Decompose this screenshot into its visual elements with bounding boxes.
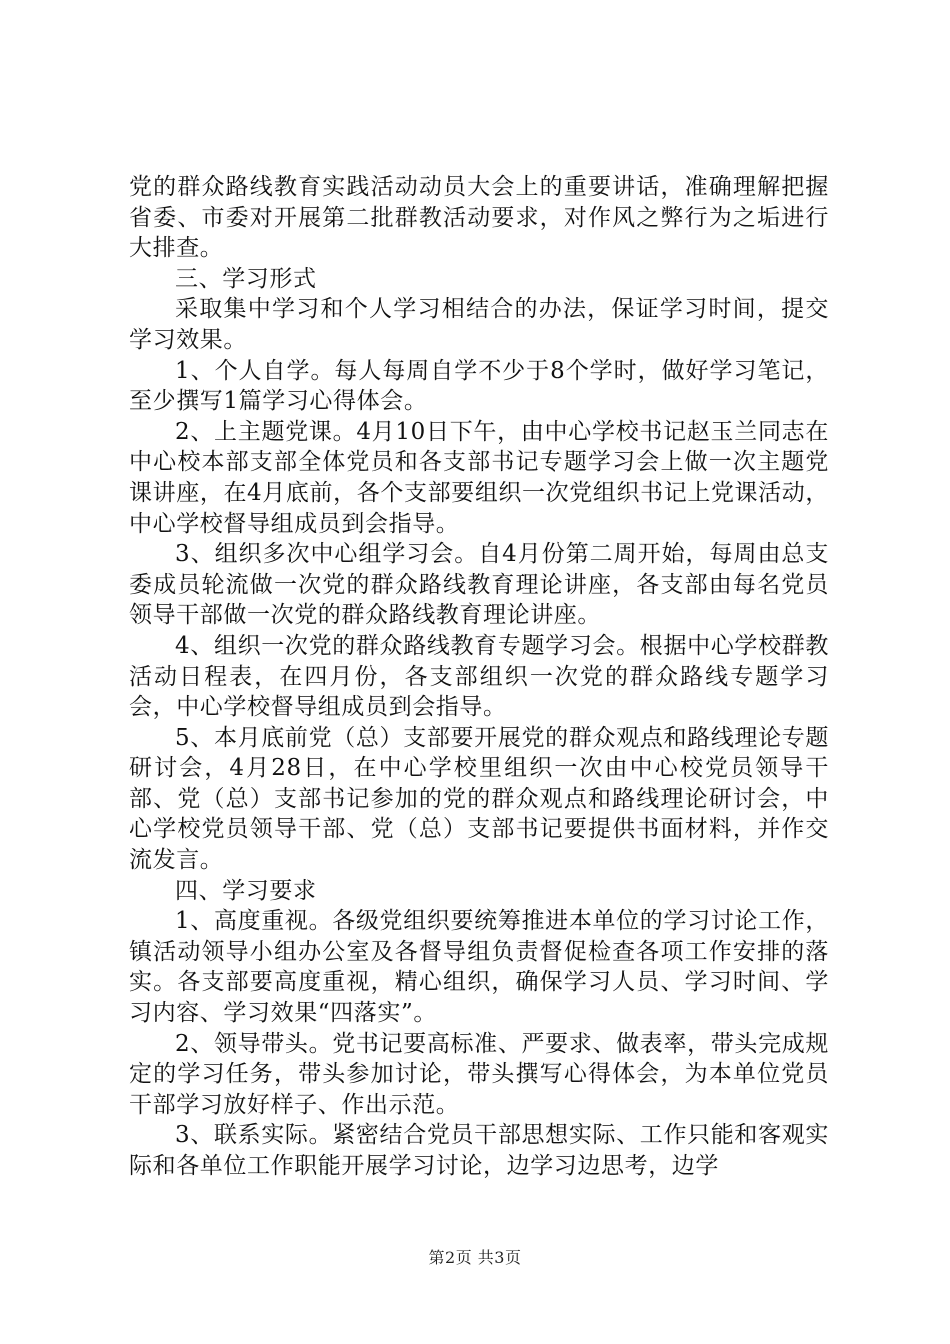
list-item: 1、个人自学。每人每周自学不少于8个学时，做好学习笔记，至少撰写1篇学习心得体会。 — [129, 357, 829, 415]
page-number-footer: 第2页 共3页 — [428, 1248, 522, 1267]
list-item: 4、组织一次党的群众路线教育专题学习会。根据中心学校群教活动日程表，在四月份，各支部组织一次党的群众路线专题学习会，中心学校督导组成员到会指导。 — [129, 632, 829, 721]
section-heading-learning-requirements: 四、学习要求 — [175, 877, 317, 904]
document-body — [129, 172, 829, 1182]
list-item: 3、联系实际。紧密结合党员干部思想实际、工作只能和客观实际和各单位工作职能开展学习讨论，边学习边思考，边学 — [129, 1122, 829, 1179]
paragraph-continuation: 党的群众路线教育实践活动动员大会上的重要讲话，准确理解把握省委、市委对开展第二批群教活动要求，对作风之弊行为之垢进行大排查。 — [129, 174, 829, 262]
list-item: 2、上主题党课。4月10日下午，由中心学校书记赵玉兰同志在中心校本部支部全体党员和各支部书记专题学习会上做一次主题党课讲座，在4月底前，各个支部要组织一次党组织书记上党课活动，中心学校督导组成员到会指导。 — [129, 418, 829, 537]
paragraph: 采取集中学习和个人学习相结合的办法，保证学习时间，提交学习效果。 — [129, 296, 829, 353]
list-item: 5、本月底前党（总）支部要开展党的群众观点和路线理论专题研讨会，4月28日，在中心学校里组织一次由中心校党员领导干部、党（总）支部书记参加的党的群众观点和路线理论研讨会，中心学校党员领导干部、党（总）支部书记要提供书面材料，并作交流发言。 — [129, 724, 829, 874]
list-item: 2、领导带头。党书记要高标准、严要求、做表率，带头完成规定的学习任务，带头参加讨论，带头撰写心得体会，为本单位党员干部学习放好样子、作出示范。 — [129, 1030, 829, 1118]
list-item: 3、组织多次中心组学习会。自4月份第二周开始，每周由总支委成员轮流做一次党的群众路线教育理论讲座，各支部由每名党员领导干部做一次党的群众路线教育理论讲座。 — [129, 541, 829, 629]
list-item: 1、高度重视。各级党组织要统筹推进本单位的学习讨论工作，镇活动领导小组办公室及各督导组负责督促检查各项工作安排的落实。各支部要高度重视，精心组织，确保学习人员、学习时间、学习内容、学习效果“四落实”。 — [129, 908, 829, 1027]
section-heading-learning-form: 三、学习形式 — [175, 265, 317, 292]
